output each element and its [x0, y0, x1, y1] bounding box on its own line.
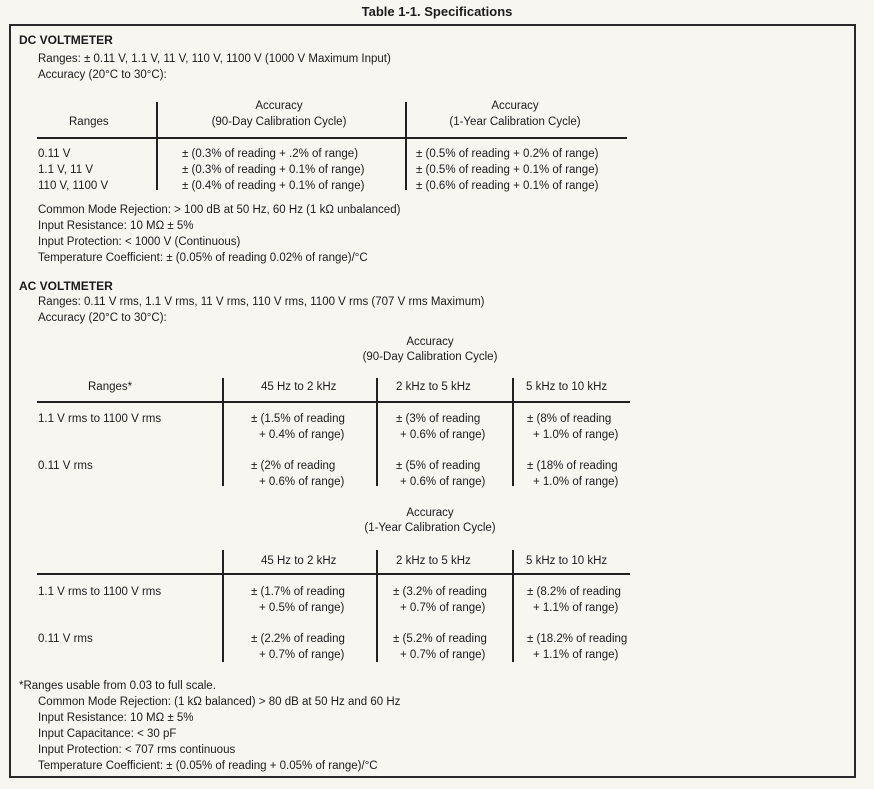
dc-row-90day: ± (0.3% of reading + .2% of range) — [182, 148, 359, 160]
dc-row-range: 0.11 V — [38, 148, 71, 160]
ac1y-cell-a1: ± (1.7% of reading — [251, 586, 345, 598]
ac90-header-rule — [37, 401, 630, 403]
ac90-cell-b2: + 0.6% of range) — [400, 429, 486, 441]
ac90-cell-a1: ± (1.5% of reading — [251, 413, 345, 425]
ac1y-cell-c2: + 1.1% of range) — [533, 602, 619, 614]
ac90-subtitle: (90-Day Calibration Cycle) — [362, 351, 498, 363]
ac1y-col-c: 5 kHz to 10 kHz — [526, 555, 608, 567]
ac1y-cell-b1: ± (3.2% of reading — [393, 586, 487, 598]
ac-ranges-line: Ranges: 0.11 V rms, 1.1 V rms, 11 V rms, 110 V rms, 1100 V rms (707 V rms Maximum) — [38, 296, 485, 308]
dc-row-range: 110 V, 1100 V — [38, 180, 109, 192]
ac90-col-divider — [376, 378, 378, 486]
ac90-col-c: 5 kHz to 10 kHz — [526, 381, 608, 393]
ac1y-col-divider — [512, 550, 514, 662]
ac-spec-line: Temperature Coefficient: ± (0.05% of reading + 0.05% of range)/°C — [38, 760, 378, 772]
dc-col-1y-sub: (1-Year Calibration Cycle) — [449, 116, 581, 128]
ac-spec-line: Input Protection: < 707 rms continuous — [38, 744, 236, 756]
dc-row-range: 1.1 V, 11 V — [38, 164, 93, 176]
ac90-col-divider — [512, 378, 514, 486]
ac90-col-divider — [222, 378, 224, 486]
ac90-cell-a1: ± (2% of reading — [251, 460, 336, 472]
page-title: Table 1-1. Specifications — [361, 4, 513, 19]
ac-accuracy-line: Accuracy (20°C to 30°C): — [38, 312, 167, 324]
dc-spec-line: Common Mode Rejection: > 100 dB at 50 Hz, 60 Hz (1 kΩ unbalanced) — [38, 204, 401, 216]
ac1y-col-a: 45 Hz to 2 kHz — [261, 555, 337, 567]
ac1y-title: Accuracy — [406, 507, 454, 519]
dc-col-divider — [405, 102, 407, 190]
ac1y-row-range: 1.1 V rms to 1100 V rms — [38, 586, 162, 598]
ac1y-cell-b2: + 0.7% of range) — [400, 602, 486, 614]
dc-heading: DC VOLTMETER — [19, 33, 113, 47]
ac90-col-ranges: Ranges* — [88, 381, 133, 393]
dc-col-90-title: Accuracy — [255, 100, 303, 112]
ac1y-cell-b2: + 0.7% of range) — [400, 649, 486, 661]
ac90-cell-c1: ± (8% of reading — [527, 413, 612, 425]
ac90-row-range: 0.11 V rms — [38, 460, 93, 472]
ac1y-cell-c1: ± (8.2% of reading — [527, 586, 621, 598]
dc-row-90day: ± (0.4% of reading + 0.1% of range) — [182, 180, 365, 192]
dc-col-ranges: Ranges — [69, 116, 109, 128]
ac1y-col-b: 2 kHz to 5 kHz — [396, 555, 471, 567]
ac90-cell-c1: ± (18% of reading — [527, 460, 618, 472]
dc-spec-line: Input Protection: < 1000 V (Continuous) — [38, 236, 241, 248]
ac90-row-range: 1.1 V rms to 1100 V rms — [38, 413, 162, 425]
ac-footnote: *Ranges usable from 0.03 to full scale. — [19, 680, 216, 692]
ac1y-cell-c2: + 1.1% of range) — [533, 649, 619, 661]
dc-row-1year: ± (0.6% of reading + 0.1% of range) — [416, 180, 599, 192]
ac-heading: AC VOLTMETER — [19, 279, 113, 293]
ac90-cell-b1: ± (5% of reading — [396, 460, 481, 472]
ac1y-cell-b1: ± (5.2% of reading — [393, 633, 487, 645]
ac1y-cell-c1: ± (18.2% of reading — [527, 633, 628, 645]
ac1y-cell-a2: + 0.7% of range) — [259, 649, 345, 661]
dc-header-rule — [37, 137, 627, 139]
ac1y-cell-a2: + 0.5% of range) — [259, 602, 345, 614]
ac-spec-line: Input Capacitance: < 30 pF — [38, 728, 177, 740]
ac90-title: Accuracy — [406, 336, 454, 348]
ac90-col-a: 45 Hz to 2 kHz — [261, 381, 337, 393]
dc-row-1year: ± (0.5% of reading + 0.1% of range) — [416, 164, 599, 176]
ac90-cell-a2: + 0.6% of range) — [259, 476, 345, 488]
dc-row-1year: ± (0.5% of reading + 0.2% of range) — [416, 148, 599, 160]
ac1y-row-range: 0.11 V rms — [38, 633, 93, 645]
ac-spec-line: Input Resistance: 10 MΩ ± 5% — [38, 712, 194, 724]
dc-spec-line: Temperature Coefficient: ± (0.05% of reading 0.02% of range)/°C — [38, 252, 368, 264]
ac-spec-line: Common Mode Rejection: (1 kΩ balanced) > 80 dB at 50 Hz and 60 Hz — [38, 696, 401, 708]
dc-spec-line: Input Resistance: 10 MΩ ± 5% — [38, 220, 194, 232]
ac1y-cell-a1: ± (2.2% of reading — [251, 633, 345, 645]
dc-col-divider — [156, 102, 158, 190]
ac90-cell-c2: + 1.0% of range) — [533, 476, 619, 488]
dc-row-90day: ± (0.3% of reading + 0.1% of range) — [182, 164, 365, 176]
dc-ranges-line: Ranges: ± 0.11 V, 1.1 V, 11 V, 110 V, 1100 V (1000 V Maximum Input) — [38, 53, 391, 65]
ac90-cell-a2: + 0.4% of range) — [259, 429, 345, 441]
ac90-cell-b2: + 0.6% of range) — [400, 476, 486, 488]
ac1y-col-divider — [222, 550, 224, 662]
ac90-col-b: 2 kHz to 5 kHz — [396, 381, 471, 393]
dc-col-90-sub: (90-Day Calibration Cycle) — [211, 116, 347, 128]
ac1y-header-rule — [37, 573, 630, 575]
dc-col-1y-title: Accuracy — [491, 100, 539, 112]
ac1y-col-divider — [376, 550, 378, 662]
ac90-cell-b1: ± (3% of reading — [396, 413, 481, 425]
ac1y-subtitle: (1-Year Calibration Cycle) — [364, 522, 496, 534]
ac90-cell-c2: + 1.0% of range) — [533, 429, 619, 441]
dc-accuracy-line: Accuracy (20°C to 30°C): — [38, 69, 167, 81]
